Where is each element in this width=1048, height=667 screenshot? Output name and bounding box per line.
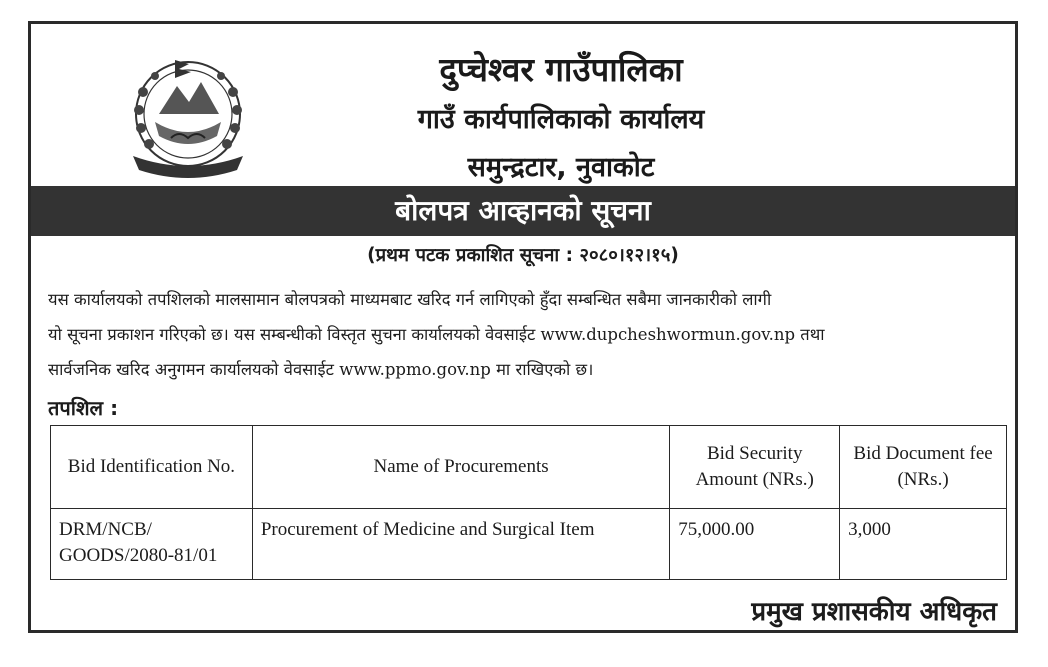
notice-title-bar: बोलपत्र आव्हानको सूचना	[31, 186, 1015, 236]
signatory: प्रमुख प्रशासकीय अधिकृत	[751, 597, 997, 627]
notice-frame	[28, 21, 1018, 633]
details-heading: तपशिल :	[48, 396, 119, 420]
header-bid-security: Bid Security Amount (NRs.)	[670, 426, 840, 509]
office-location: समुन्द्रटार, नुवाकोट	[467, 152, 655, 183]
cell-bid-id: DRM/NCB/ GOODS/2080-81/01	[51, 509, 253, 580]
office-name: गाउँ कार्यपालिकाको कार्यालय	[417, 104, 705, 135]
table-row	[51, 509, 1007, 580]
body-line-2: यो सूचना प्रकाशन गरिएको छ। यस सम्बन्धीको विस्तृत सुचना कार्यालयको वेवसाईट www.dupcheshwormun.gov.np तथा	[48, 325, 825, 344]
cell-bid-security: 75,000.00	[670, 509, 840, 580]
cell-procurement-name: Procurement of Medicine and Surgical Item	[252, 509, 669, 580]
header-procurement-name: Name of Procurements	[252, 426, 669, 509]
procurement-table	[50, 425, 1007, 580]
nepal-government-emblem-icon	[119, 52, 257, 184]
header-document-fee: Bid Document fee (NRs.)	[840, 426, 1007, 509]
body-line-1: यस कार्यालयको तपशिलको मालसामान बोलपत्रको माध्यमबाट खरिद गर्न लागिएको हुँदा सम्बन्धित सबैमा जानकारीको लागी	[48, 290, 772, 309]
municipality-name: दुप्चेश्वर गाउँपालिका	[439, 50, 683, 89]
publication-date: (प्रथम पटक प्रकाशित सूचना : २०८०।१२।१५)	[367, 245, 679, 266]
body-line-3: सार्वजनिक खरिद अनुगमन कार्यालयको वेवसाईट www.ppmo.gov.np मा राखिएको छ।	[48, 360, 594, 379]
header-bid-id: Bid Identification No.	[51, 426, 253, 509]
table-header-row	[51, 426, 1007, 509]
cell-document-fee: 3,000	[840, 509, 1007, 580]
